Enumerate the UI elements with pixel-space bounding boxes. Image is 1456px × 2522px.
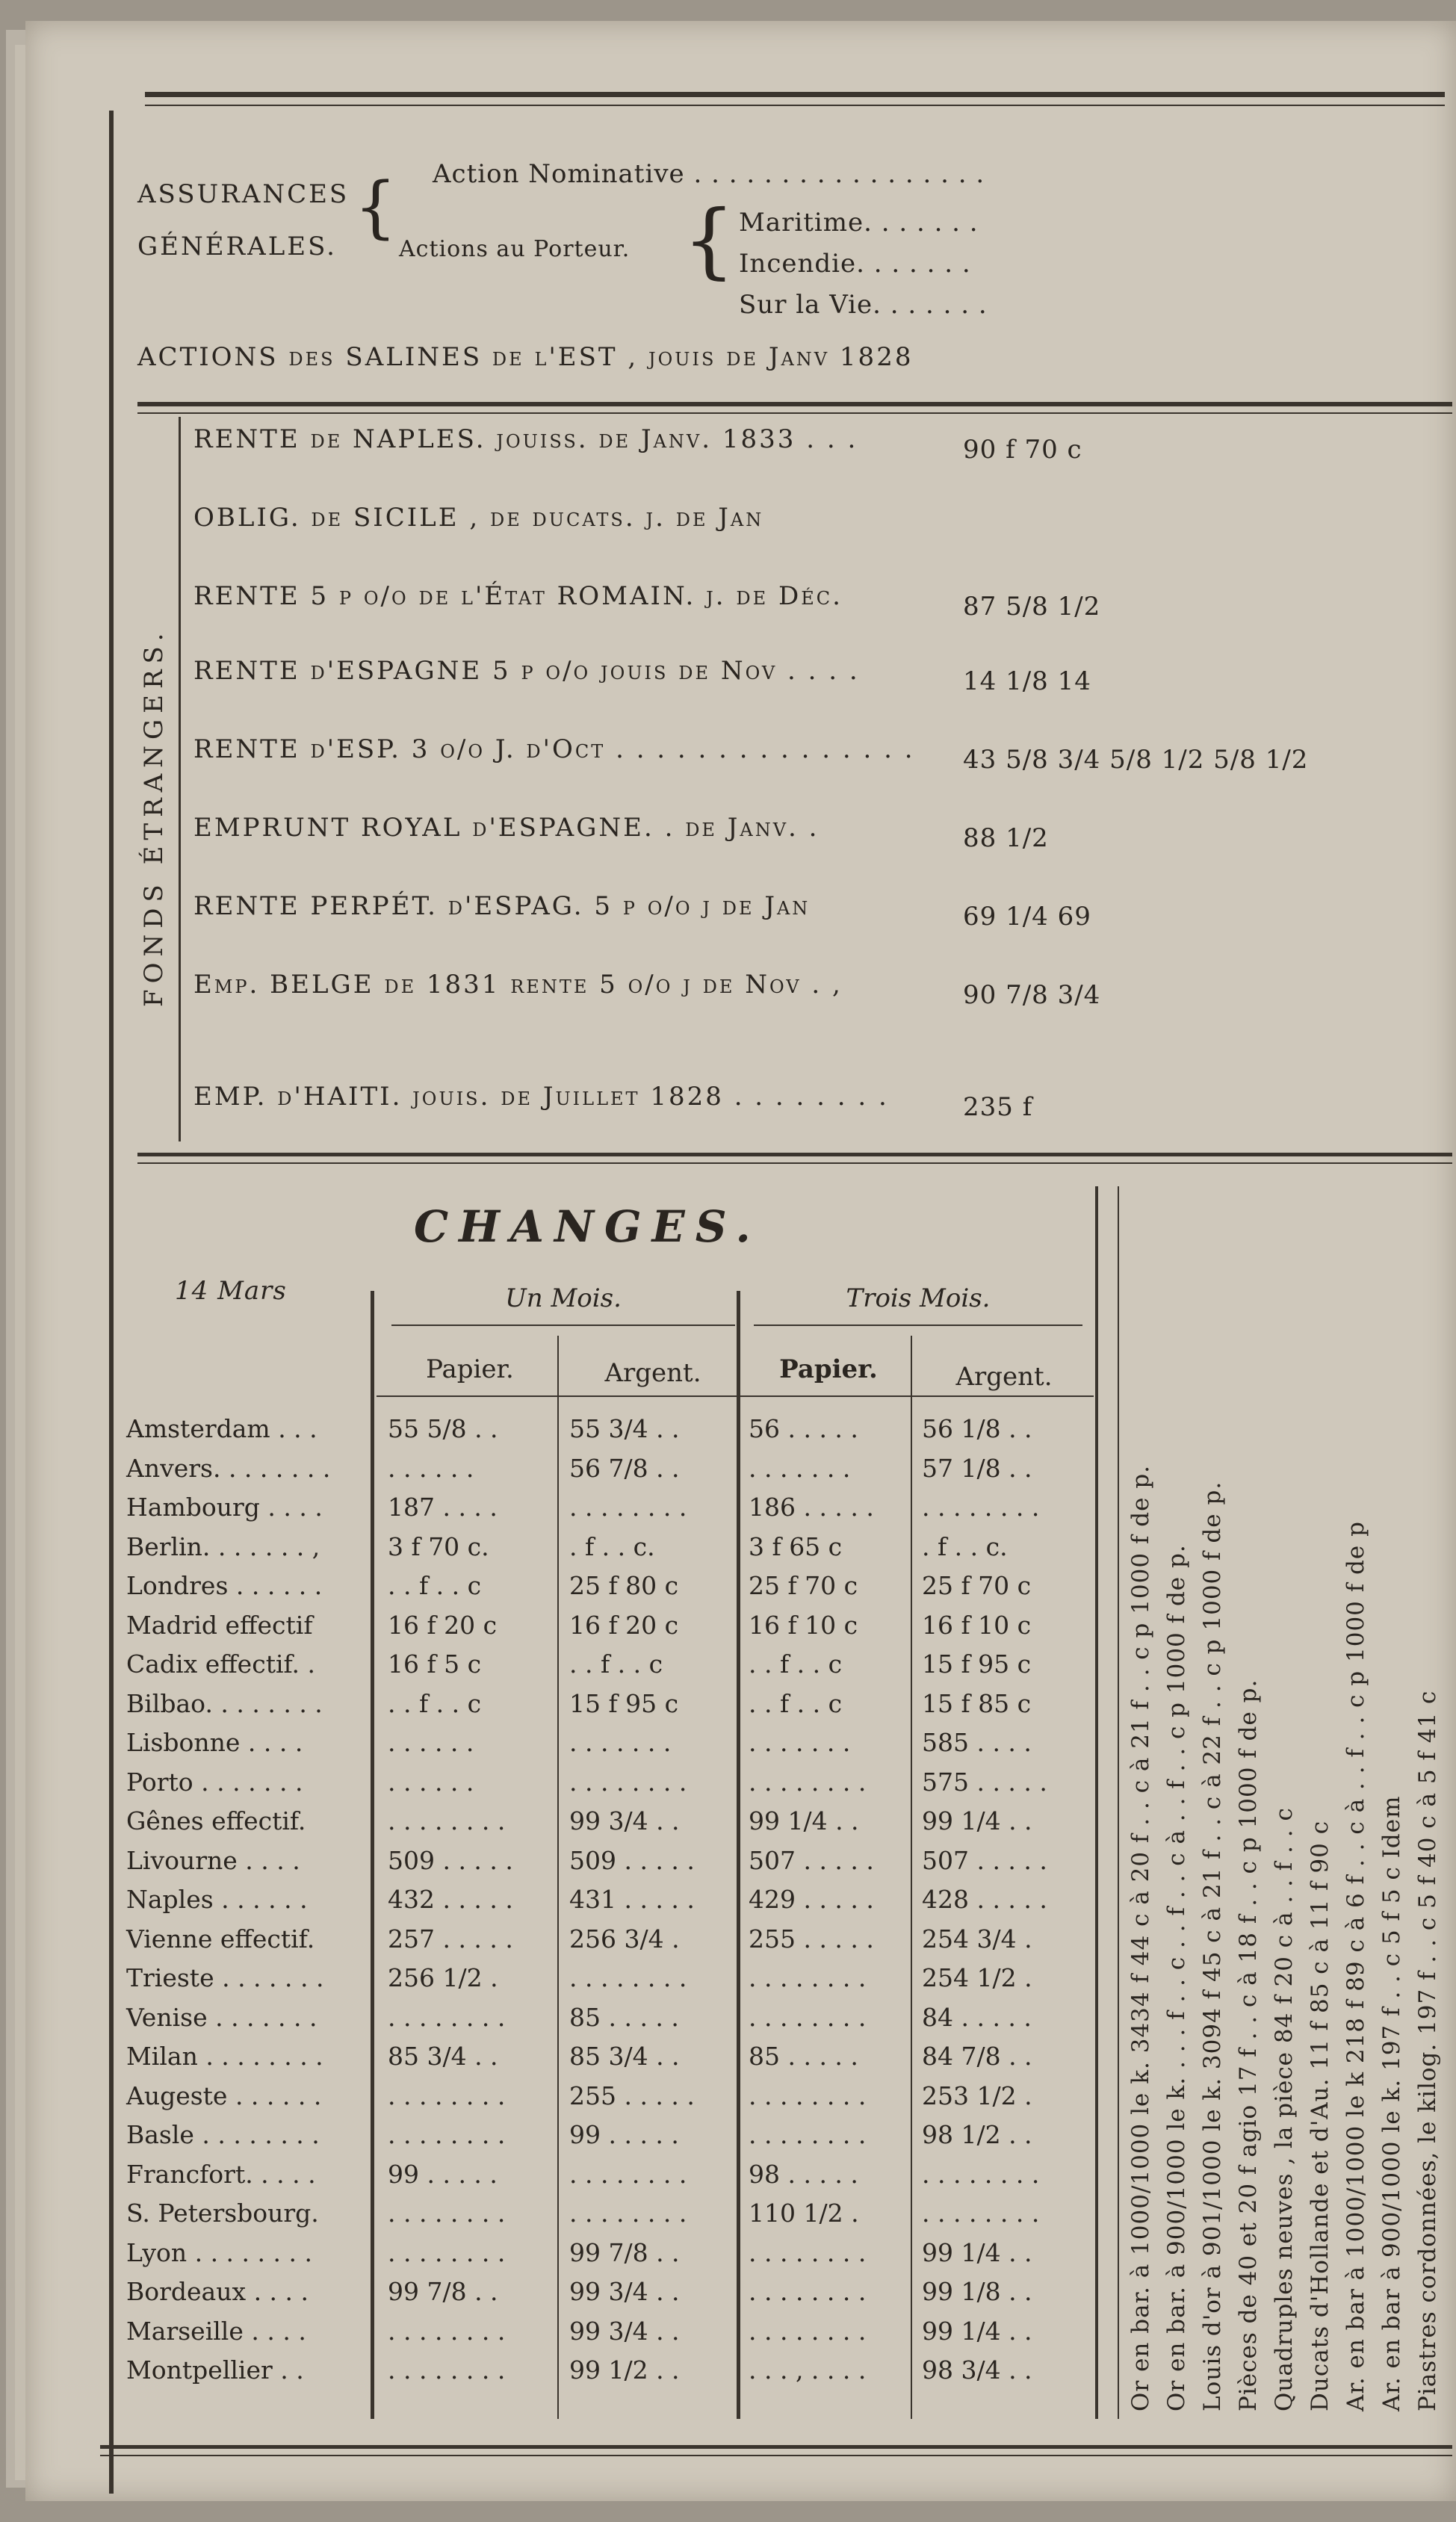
section-rule — [137, 1153, 1452, 1156]
trois-mois-argent: 16 f 10 c — [922, 1610, 1032, 1640]
trois-mois-argent: . . . . . . . . — [922, 2199, 1040, 2228]
city-name: S. Petersbourg. — [126, 2199, 319, 2228]
fonds-row-label: OBLIG. de SICILE , de ducats. j. de Jan — [193, 503, 764, 533]
un-mois-papier: . . . . . . . . — [388, 2355, 506, 2385]
trois-mois-papier: . . . . . . . . — [749, 1963, 867, 1992]
trois-mois-argent: 15 f 85 c — [922, 1688, 1032, 1718]
city-name: Livourne . . . . — [126, 1845, 300, 1875]
un-mois-argent: . . . . . . . . — [569, 2159, 687, 2189]
city-name: Porto . . . . . . . — [126, 1767, 303, 1797]
incendie: Incendie. . . . . . . — [739, 249, 971, 279]
maritime: Maritime. . . . . . . — [739, 208, 979, 238]
un-mois-argent: 85 3/4 . . — [569, 2042, 680, 2071]
un-mois-argent: 16 f 20 c — [569, 1610, 679, 1640]
trois-mois-papier: . . . . . . . . — [749, 2237, 867, 2267]
city-name: Lisbonne . . . . — [126, 1728, 303, 1757]
section-rule-thin — [137, 1162, 1452, 1164]
trois-mois-argent: 253 1/2 . — [922, 2081, 1032, 2110]
trois-mois-argent: 56 1/8 . . — [922, 1414, 1032, 1443]
fonds-row-value: 88 1/2 — [963, 823, 1049, 853]
argent-header-1: Argent. — [604, 1358, 701, 1388]
city-name: Basle . . . . . . . . — [126, 2120, 320, 2149]
trois-mois-papier: 110 1/2 . — [749, 2199, 859, 2228]
left-frame-rule — [109, 111, 114, 2494]
city-name: Anvers. . . . . . . . — [126, 1453, 331, 1483]
ledger-page — [25, 21, 1456, 2501]
fonds-row-value: 87 5/8 1/2 — [963, 592, 1101, 622]
un-mois-papier: . . . . . . . . — [388, 2120, 506, 2149]
un-mois-argent: 255 . . . . . — [569, 2081, 695, 2110]
trois-mois-argent: 254 1/2 . — [922, 1963, 1032, 1992]
trois-mois-papier: . . . . . . . . — [749, 2002, 867, 2032]
brace: { — [354, 168, 397, 247]
un-mois-argent: 256 3/4 . — [569, 1924, 680, 1954]
top-rule-thin — [145, 105, 1445, 106]
fonds-row-label: Emp. BELGE de 1831 rente 5 o/o j de Nov . , — [193, 970, 843, 1000]
un-mois-papier: 99 . . . . . — [388, 2159, 498, 2189]
salines-row: ACTIONS des SALINES de l'EST , jouis de Janv 1828 — [137, 342, 914, 372]
under-brace-rule — [391, 1324, 735, 1326]
un-mois-papier: 99 7/8 . . — [388, 2277, 498, 2306]
un-mois-argent: 56 7/8 . . — [569, 1453, 680, 1483]
fonds-etrangers-label: FONDS ÉTRANGERS. — [139, 627, 169, 1007]
column-rule — [371, 1291, 374, 2419]
city-name: Hambourg . . . . — [126, 1493, 323, 1522]
un-mois-papier: 85 3/4 . . — [388, 2042, 498, 2071]
city-name: Trieste . . . . . . . — [126, 1963, 324, 1992]
un-mois-argent: 55 3/4 . . — [569, 1414, 680, 1443]
city-name: Naples . . . . . . — [126, 1885, 308, 1914]
trois-mois-argent: 585 . . . . — [922, 1728, 1032, 1757]
trois-mois-papier: . . . . . . . . — [749, 1767, 867, 1797]
metal-rate-line: Louis d'or à 901/1000 le k. 3094 f 45 c à 21 f . . c à 22 f . . c p 1000 f de p. — [1199, 1481, 1226, 2411]
trois-mois-papier: 429 . . . . . — [749, 1885, 874, 1914]
generales-label: GÉNÉRALES. — [137, 232, 337, 261]
trois-mois-argent: . f . . c. — [922, 1531, 1008, 1561]
city-name: Augeste . . . . . . — [126, 2081, 322, 2110]
fonds-row-value: 90 7/8 3/4 — [963, 980, 1101, 1010]
fonds-row-value: 235 f — [963, 1092, 1033, 1122]
fonds-row-value: 43 5/8 3/4 5/8 1/2 5/8 1/2 — [963, 745, 1309, 775]
trois-mois-argent: 99 1/4 . . — [922, 1806, 1032, 1835]
un-mois-papier: 432 . . . . . — [388, 1885, 513, 1914]
city-name: Bordeaux . . . . — [126, 2277, 309, 2306]
trois-mois-argent: 99 1/4 . . — [922, 2237, 1032, 2267]
actions-porteur: Actions au Porteur. — [399, 236, 631, 262]
city-name: Cadix effectif. . — [126, 1649, 316, 1679]
argent-header-2: Argent. — [955, 1362, 1053, 1392]
un-mois-argent: 99 3/4 . . — [569, 2277, 680, 2306]
city-name: Venise . . . . . . . — [126, 2002, 317, 2032]
section-rule — [137, 402, 1452, 406]
assurances-label: ASSURANCES — [137, 179, 350, 209]
un-mois-papier: . . . . . . — [388, 1453, 474, 1483]
column-rule — [737, 1291, 740, 2419]
un-mois-papier: . . . . . . — [388, 1728, 474, 1757]
fonds-row-value: 69 1/4 69 — [963, 902, 1091, 932]
un-mois-argent: 99 7/8 . . — [569, 2237, 680, 2267]
un-mois-argent: 85 . . . . . — [569, 2002, 679, 2032]
metal-rate-line: Pièces de 40 et 20 f agio 17 f . . c à 18 f . . c p 1000 f de p. — [1235, 1679, 1262, 2411]
metals-divider — [1118, 1186, 1119, 2419]
city-name: Madrid effectif — [126, 1610, 313, 1640]
trois-mois-argent: . . . . . . . . — [922, 1493, 1040, 1522]
fonds-row-label: RENTE d'ESP. 3 o/o J. d'Oct . . . . . . . . . . . . . . . — [193, 734, 915, 764]
header-rule — [377, 1395, 1094, 1397]
trois-mois-argent: 25 f 70 c — [922, 1571, 1032, 1600]
un-mois-argent: 15 f 95 c — [569, 1688, 679, 1718]
un-mois-argent: 509 . . . . . — [569, 1845, 695, 1875]
metal-rate-line: Or en bar. à 900/1000 le k. . . . f . . c . . f . . c à . . f . . c p 1000 f de p. — [1163, 1544, 1190, 2411]
city-name: Amsterdam . . . — [126, 1414, 317, 1443]
column-rule — [557, 1336, 559, 2419]
trois-mois-argent: 98 3/4 . . — [922, 2355, 1032, 2385]
trois-mois-argent: 99 1/8 . . — [922, 2277, 1032, 2306]
changes-date: 14 Mars — [175, 1276, 287, 1306]
un-mois-argent: 99 . . . . . — [569, 2120, 679, 2149]
brace: { — [683, 192, 735, 288]
fonds-row-label: RENTE PERPÉT. d'ESPAG. 5 p o/o j de Jan — [193, 891, 811, 921]
section-rule-thin — [137, 412, 1452, 414]
metal-rate-line: Or en bar. à 1000/1000 le k. 3434 f 44 c à 20 f . . c à 21 f . . c p 1000 f de p. — [1127, 1464, 1154, 2411]
trois-mois-argent: . . . . . . . . — [922, 2159, 1040, 2189]
un-mois-argent: . . . . . . . . — [569, 1767, 687, 1797]
top-rule — [145, 92, 1445, 97]
trois-mois-papier: 507 . . . . . — [749, 1845, 874, 1875]
un-mois-header: Un Mois. — [505, 1283, 622, 1313]
trois-mois-papier: 25 f 70 c — [749, 1571, 858, 1600]
un-mois-argent: . . . . . . . . — [569, 2199, 687, 2228]
metal-rate-line: Ar. en bar à 1000/1000 le k 218 f 89 c à 6 f . . c à . . f . . c p 1000 f de p — [1342, 1521, 1369, 2411]
city-name: Lyon . . . . . . . . — [126, 2237, 312, 2267]
column-rule — [1095, 1186, 1098, 2419]
trois-mois-argent: 57 1/8 . . — [922, 1453, 1032, 1483]
fonds-row-value: 14 1/8 14 — [963, 666, 1091, 696]
trois-mois-argent: 254 3/4 . — [922, 1924, 1032, 1954]
trois-mois-argent: 575 . . . . . — [922, 1767, 1047, 1797]
fonds-divider — [179, 417, 181, 1141]
trois-mois-papier: . . . . . . . . — [749, 2120, 867, 2149]
un-mois-papier: . . . . . . . . — [388, 2316, 506, 2346]
city-name: Marseille . . . . — [126, 2316, 306, 2346]
trois-mois-argent: 84 . . . . . — [922, 2002, 1032, 2032]
action-nominative: Action Nominative . . . . . . . . . . . . . . . . . — [433, 159, 985, 189]
un-mois-papier: 256 1/2 . — [388, 1963, 498, 1992]
un-mois-argent: 99 3/4 . . — [569, 2316, 680, 2346]
under-brace-rule — [754, 1324, 1082, 1326]
un-mois-papier: 509 . . . . . — [388, 1845, 513, 1875]
city-name: Francfort. . . . . — [126, 2159, 316, 2189]
trois-mois-papier: . . . . . . . — [749, 1453, 851, 1483]
trois-mois-argent: 428 . . . . . — [922, 1885, 1047, 1914]
trois-mois-argent: 99 1/4 . . — [922, 2316, 1032, 2346]
metal-rate-line: Ar. en bar à 900/1000 le k. 197 f . . c 5 f 5 c Idem — [1378, 1795, 1405, 2411]
un-mois-argent: 431 . . . . . — [569, 1885, 695, 1914]
un-mois-argent: 99 1/2 . . — [569, 2355, 680, 2385]
city-name: Londres . . . . . . — [126, 1571, 323, 1600]
un-mois-argent: 99 3/4 . . — [569, 1806, 680, 1835]
city-name: Berlin. . . . . . . , — [126, 1531, 320, 1561]
trois-mois-papier: . . f . . c — [749, 1649, 843, 1679]
city-name: Milan . . . . . . . . — [126, 2042, 323, 2071]
trois-mois-papier: . . . . . . . — [749, 1728, 851, 1757]
city-name: Montpellier . . — [126, 2355, 304, 2385]
un-mois-papier: 3 f 70 c. — [388, 1531, 489, 1561]
city-name: Bilbao. . . . . . . . — [126, 1688, 323, 1718]
fonds-row-label: EMPRUNT ROYAL d'ESPAGNE. . de Janv. . — [193, 813, 820, 843]
city-name: Vienne effectif. — [126, 1924, 315, 1954]
un-mois-argent: . . . . . . . — [569, 1728, 672, 1757]
column-rule — [911, 1336, 912, 2419]
papier-header-1: Papier. — [426, 1354, 514, 1384]
trois-mois-argent: 15 f 95 c — [922, 1649, 1032, 1679]
un-mois-papier: . . f . . c — [388, 1571, 482, 1600]
un-mois-argent: 25 f 80 c — [569, 1571, 679, 1600]
trois-mois-papier: 98 . . . . . — [749, 2159, 858, 2189]
fonds-row-label: EMP. d'HAITI. jouis. de Juillet 1828 . . . . . . . . — [193, 1082, 889, 1112]
trois-mois-argent: 98 1/2 . . — [922, 2120, 1032, 2149]
un-mois-papier: . . . . . . . . — [388, 1806, 506, 1835]
metal-rate-line: Ducats d'Hollande et d'Au. 11 f 85 c à 11 f 90 c — [1307, 1820, 1333, 2411]
un-mois-papier: . . f . . c — [388, 1688, 482, 1718]
trois-mois-argent: 84 7/8 . . — [922, 2042, 1032, 2071]
trois-mois-papier: 255 . . . . . — [749, 1924, 874, 1954]
un-mois-papier: 55 5/8 . . — [388, 1414, 498, 1443]
papier-header-2: Papier. — [779, 1354, 878, 1384]
trois-mois-papier: 99 1/4 . . — [749, 1806, 859, 1835]
city-name: Gênes effectif. — [126, 1806, 306, 1835]
un-mois-papier: . . . . . . . . — [388, 2237, 506, 2267]
trois-mois-papier: . . . , . . . . — [749, 2355, 867, 2385]
metal-rate-line: Piastres cordonnées, le kilog. 197 f . . c 5 f 40 c à 5 f 41 c — [1414, 1690, 1441, 2411]
changes-title: CHANGES. — [414, 1201, 761, 1252]
un-mois-papier: 16 f 20 c — [388, 1610, 498, 1640]
fonds-row-label: RENTE 5 p o/o de l'État ROMAIN. j. de Déc. — [193, 581, 843, 611]
un-mois-papier: . . . . . . . . — [388, 2081, 506, 2110]
fonds-row-value: 90 f 70 c — [963, 435, 1082, 465]
un-mois-argent: . f . . c. — [569, 1531, 655, 1561]
un-mois-papier: 257 . . . . . — [388, 1924, 513, 1954]
bottom-rule — [100, 2445, 1452, 2449]
un-mois-papier: . . . . . . — [388, 1767, 474, 1797]
trois-mois-argent: 507 . . . . . — [922, 1845, 1047, 1875]
trois-mois-papier: 3 f 65 c — [749, 1531, 843, 1561]
bottom-rule-thin — [100, 2455, 1452, 2456]
trois-mois-papier: . . . . . . . . — [749, 2081, 867, 2110]
un-mois-papier: 187 . . . . — [388, 1493, 498, 1522]
trois-mois-papier: . . . . . . . . — [749, 2277, 867, 2306]
un-mois-papier: 16 f 5 c — [388, 1649, 482, 1679]
trois-mois-papier: 85 . . . . . — [749, 2042, 858, 2071]
trois-mois-papier: 186 . . . . . — [749, 1493, 874, 1522]
trois-mois-papier: . . . . . . . . — [749, 2316, 867, 2346]
un-mois-argent: . . . . . . . . — [569, 1963, 687, 1992]
fonds-row-label: RENTE d'ESPAGNE 5 p o/o jouis de Nov . . . . — [193, 656, 860, 686]
trois-mois-papier: . . f . . c — [749, 1688, 843, 1718]
metal-rate-line: Quadruples neuves , la pièce 84 f 20 c à . . f . . c — [1271, 1807, 1298, 2411]
un-mois-papier: . . . . . . . . — [388, 2002, 506, 2032]
un-mois-argent: . . f . . c — [569, 1649, 663, 1679]
trois-mois-header: Trois Mois. — [846, 1283, 991, 1313]
trois-mois-papier: 16 f 10 c — [749, 1610, 858, 1640]
un-mois-argent: . . . . . . . . — [569, 1493, 687, 1522]
un-mois-papier: . . . . . . . . — [388, 2199, 506, 2228]
sur-la-vie: Sur la Vie. . . . . . . — [739, 290, 988, 320]
fonds-row-label: RENTE de NAPLES. jouiss. de Janv. 1833 . . . — [193, 424, 858, 454]
trois-mois-papier: 56 . . . . . — [749, 1414, 858, 1443]
